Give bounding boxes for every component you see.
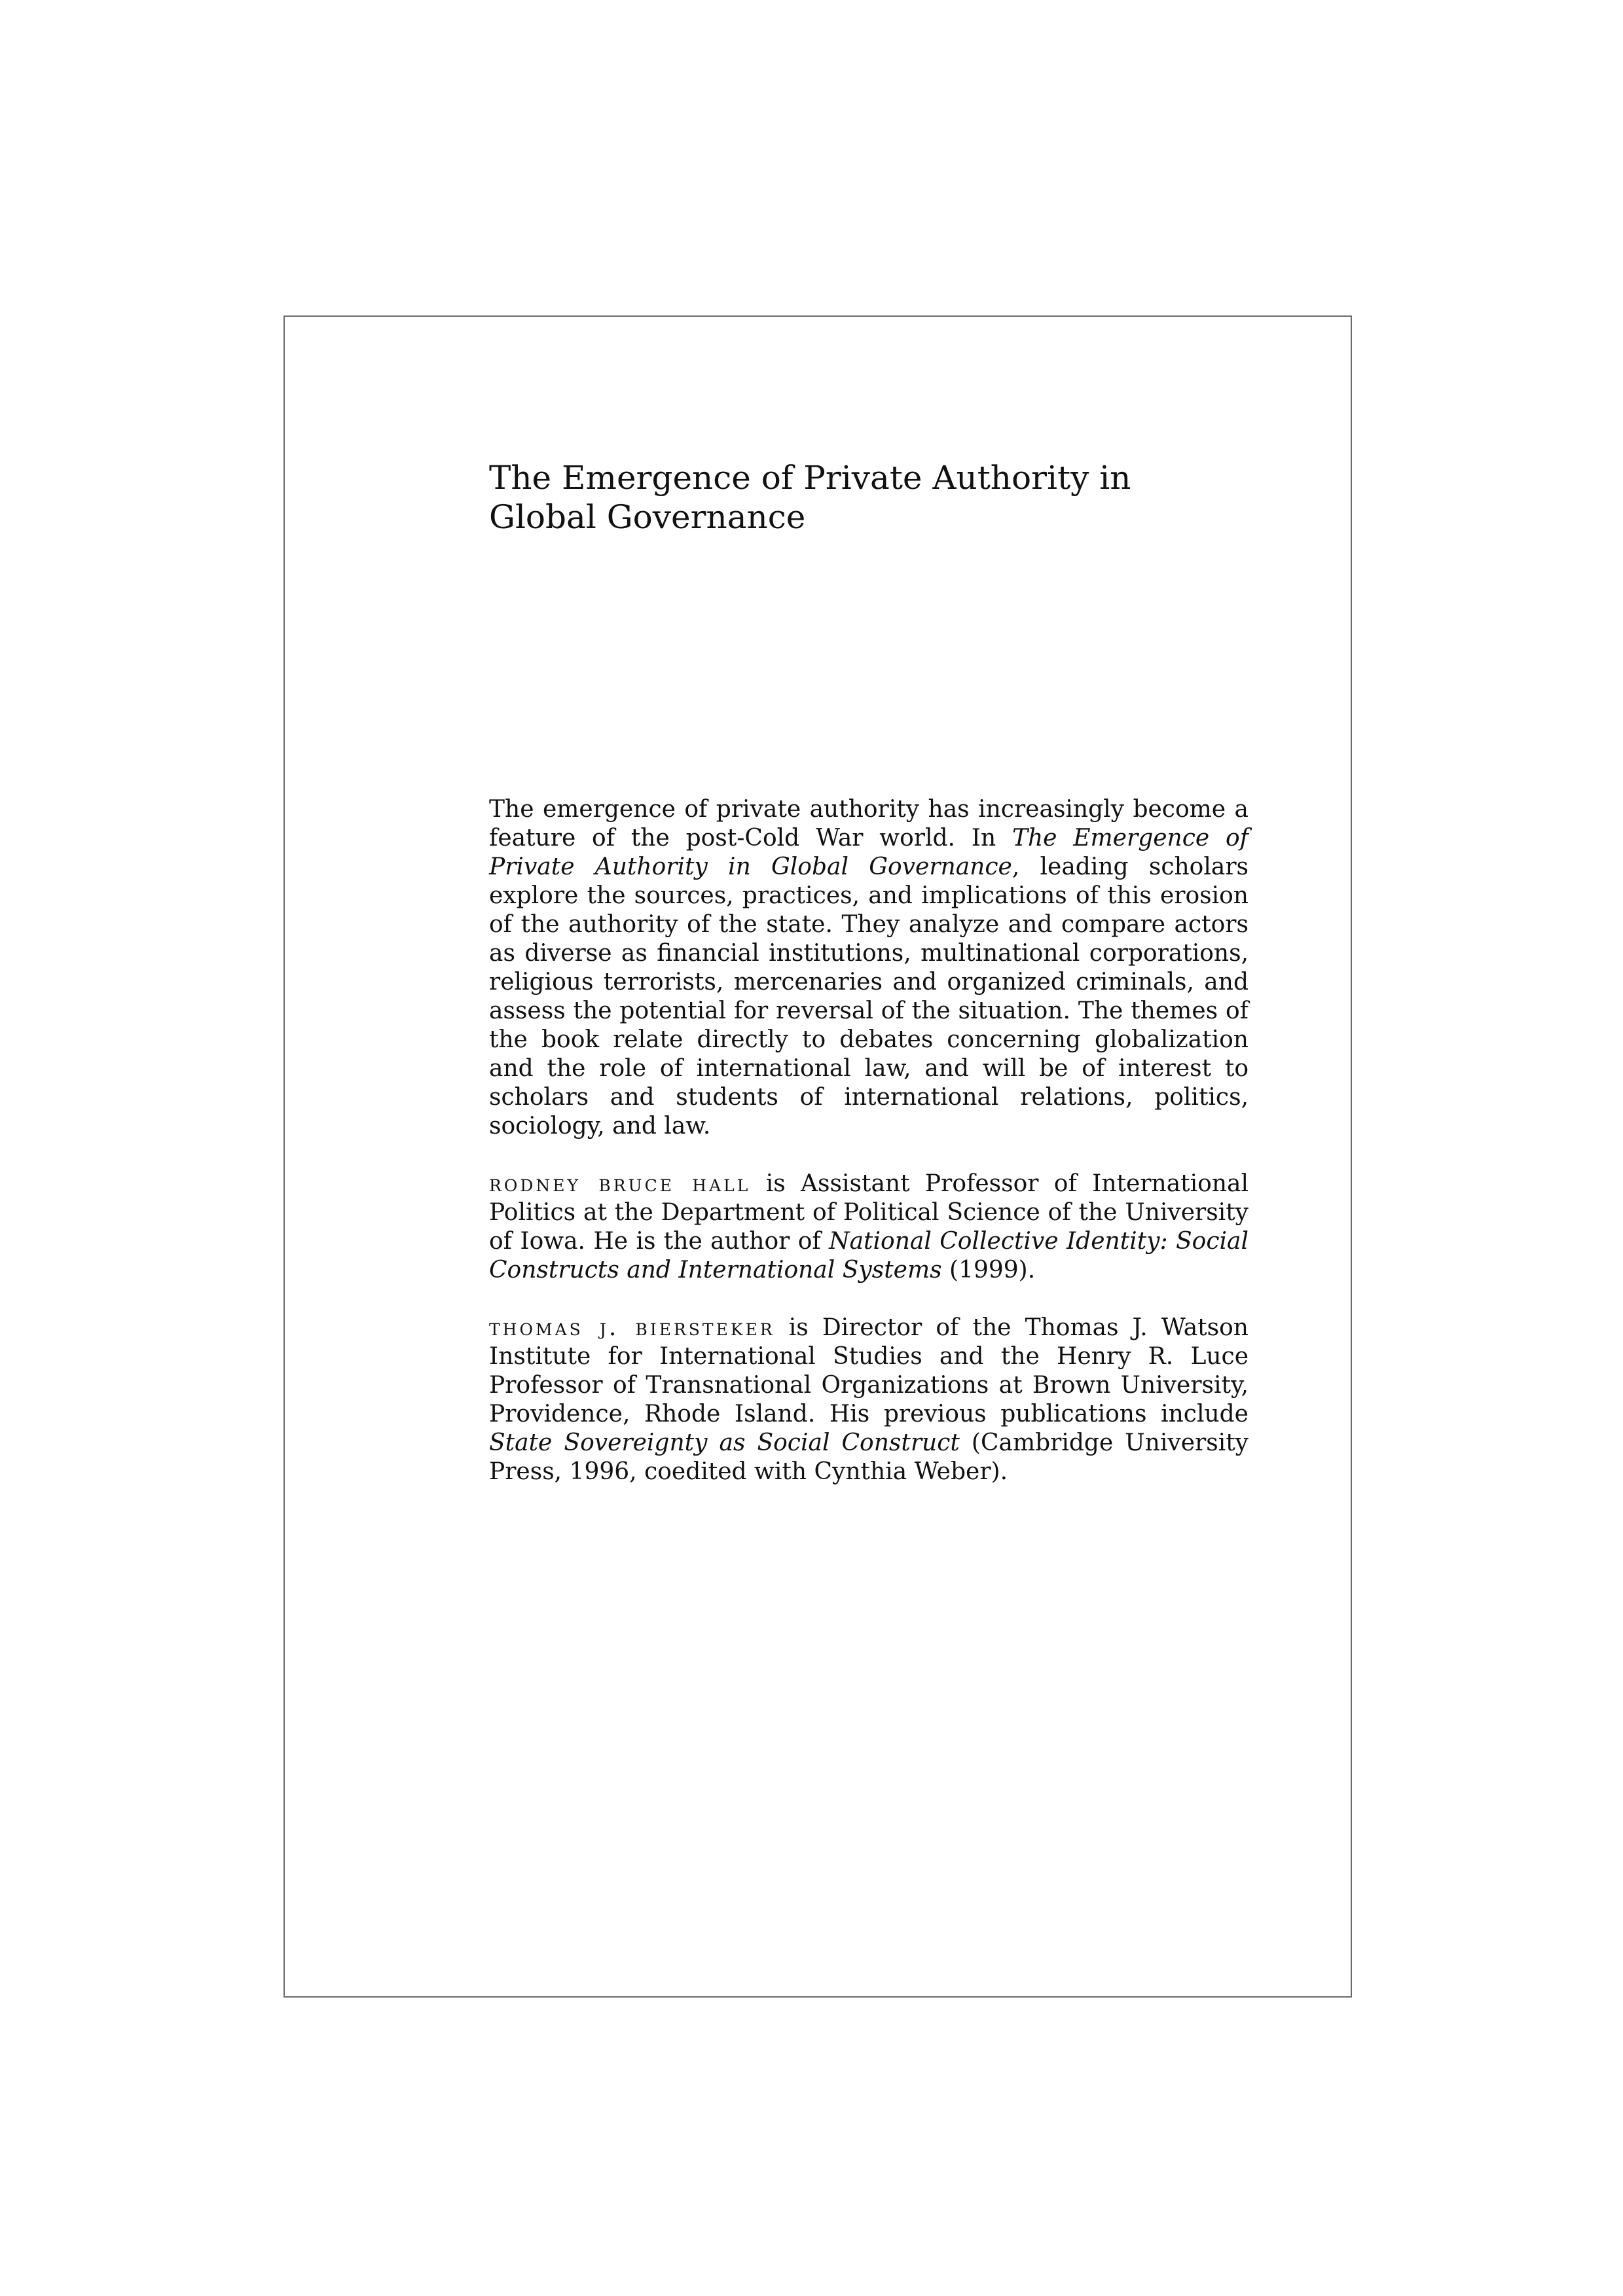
- author-bio-biersteker: [489, 1314, 1249, 1486]
- description-text-2: , leading scholars explore the sources, practices, and implications of this erosion of the authority of the state. They analyze and compare actors as diverse as financial institutions, multinational corporations, religious terrorists, mercenaries and organized criminals, and assess the potential for reversal of the situation. The themes of the book relate directly to debates concerning globalization and the role of international law, and will be of interest to scholars and students of international relations, politics, sociology, and law.: [489, 853, 1249, 1139]
- author-bio-biersteker-text-2: (Cambridge University Press, 1996, coedited with Cynthia Weber).: [489, 1429, 1249, 1485]
- author-bio-hall-text-1: is Assistant Professor of International Politics at the Department of Political Science of the University of Iowa. He is the author of: [489, 1170, 1249, 1255]
- book-title: [489, 458, 1249, 537]
- author-name-biersteker: thomas j. biersteker: [489, 1314, 775, 1341]
- description-book-title: The Emergence of Private Authority in Global Governance: [489, 825, 1249, 880]
- author-bio-biersteker-text-1: is Director of the Thomas J. Watson Institute for International Studies and the Henry R. Luce Professor of Transnational Organizations at Brown University, Providence, Rhode Island. His previous publications include: [489, 1314, 1249, 1427]
- author-bio-biersteker-book: State Sovereignty as Social Construct: [489, 1429, 960, 1456]
- author-bio-hall-text-2: (1999).: [941, 1257, 1036, 1283]
- author-bio-hall-book: National Collective Identity: Social Constructs and International Systems: [489, 1228, 1249, 1283]
- description-text-1: The emergence of private authority has increasingly become a feature of the post-Cold War world. In: [489, 796, 1249, 852]
- book-title-line-2: Global Governance: [489, 498, 806, 536]
- author-name-hall: rodney bruce hall: [489, 1170, 751, 1197]
- author-bio-hall: [489, 1170, 1249, 1285]
- book-description-block: [489, 795, 1249, 1515]
- book-description: [489, 795, 1249, 1141]
- book-title-line-1: The Emergence of Private Authority in: [489, 459, 1131, 497]
